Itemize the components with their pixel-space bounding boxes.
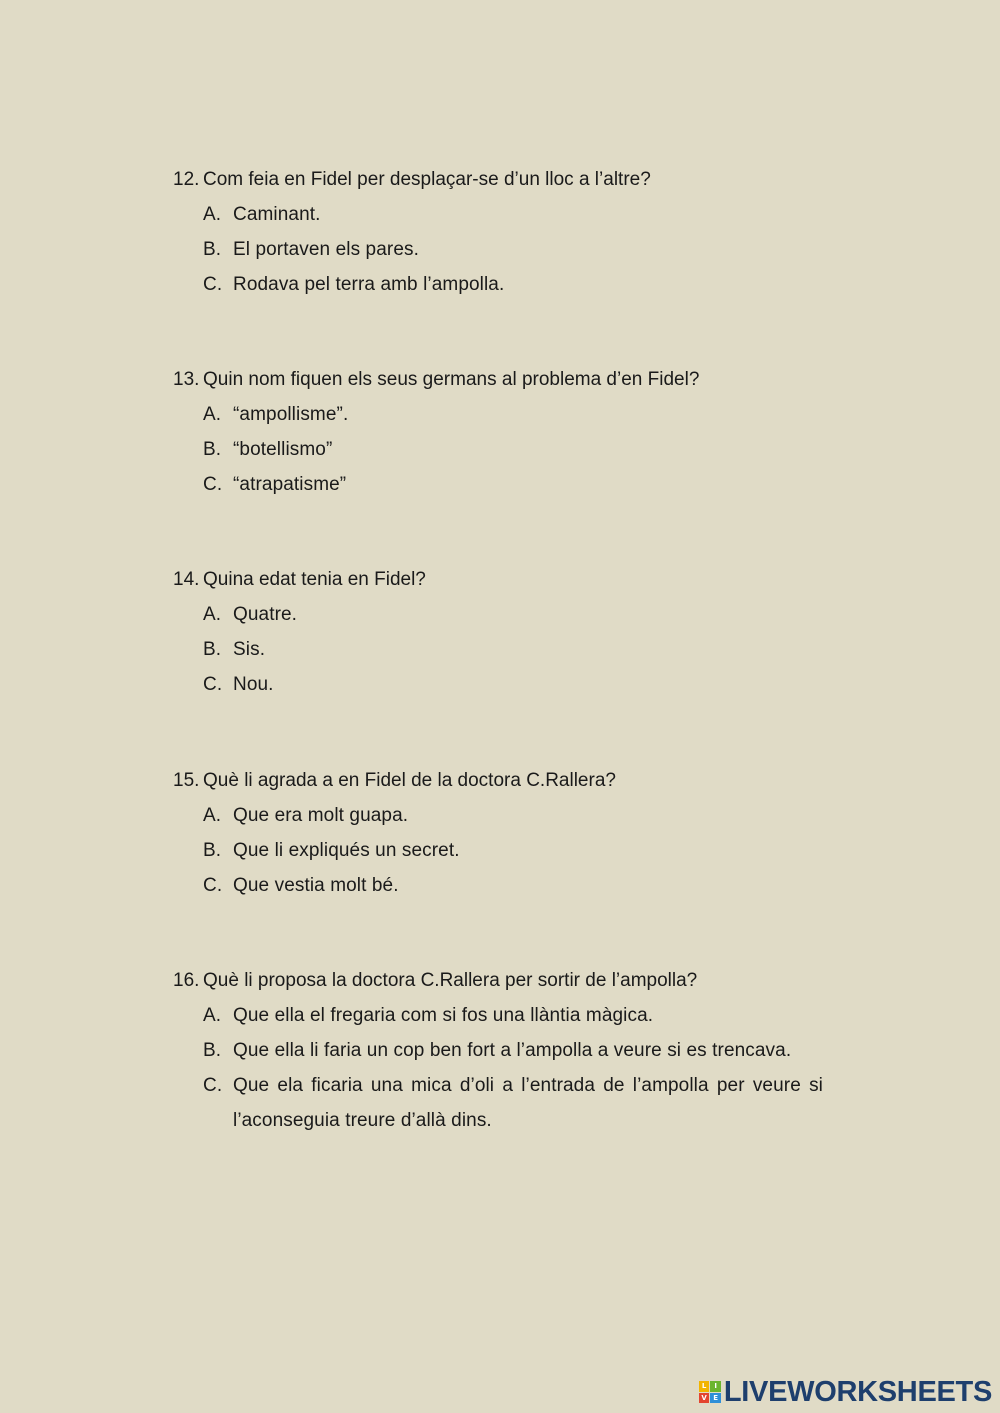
option-text: “atrapatisme” xyxy=(233,474,347,495)
question-number: 13. xyxy=(173,369,200,390)
option-a[interactable] xyxy=(203,397,873,432)
logo-cell-e: E xyxy=(710,1393,721,1404)
logo-grid-icon xyxy=(699,1381,721,1403)
option-a[interactable] xyxy=(203,998,873,1033)
logo-text: LIVEWORKSHEETS xyxy=(723,1375,992,1408)
option-text: Nou. xyxy=(233,674,274,695)
question-number: 14. xyxy=(173,569,200,590)
option-letter: B. xyxy=(203,439,222,460)
question-text: Com feia en Fidel per desplaçar-se d’un lloc a l’altre? xyxy=(203,169,651,190)
option-c[interactable] xyxy=(203,1068,873,1138)
option-letter: C. xyxy=(203,274,223,295)
option-letter: A. xyxy=(203,404,222,425)
option-text: Que ella el fregaria com si fos una llàntia màgica. xyxy=(233,1005,654,1026)
question-title xyxy=(173,963,873,998)
option-text: Que era molt guapa. xyxy=(233,805,409,826)
question-title xyxy=(173,362,873,397)
option-text: “ampollisme”. xyxy=(233,404,349,425)
question-number: 16. xyxy=(173,970,200,991)
option-b[interactable] xyxy=(203,432,873,467)
question-text: Quin nom fiquen els seus germans al problema d’en Fidel? xyxy=(203,369,700,390)
option-letter: B. xyxy=(203,1040,222,1061)
option-c[interactable] xyxy=(203,467,873,502)
option-b[interactable] xyxy=(203,632,873,667)
option-letter: B. xyxy=(203,639,222,660)
question-text: Què li proposa la doctora C.Rallera per sortir de l’ampolla? xyxy=(203,970,698,991)
option-letter: C. xyxy=(203,474,223,495)
question-title xyxy=(173,763,873,798)
question-12 xyxy=(173,162,873,302)
logo-cell-v: V xyxy=(699,1393,710,1404)
logo-cell-i: I xyxy=(710,1381,721,1392)
question-number: 15. xyxy=(173,770,200,791)
option-c[interactable] xyxy=(203,667,873,702)
option-b[interactable] xyxy=(203,232,873,267)
option-letter: C. xyxy=(203,875,223,896)
option-letter: C. xyxy=(203,674,223,695)
question-text: Quina edat tenia en Fidel? xyxy=(203,569,426,590)
option-text: “botellismo” xyxy=(233,439,333,460)
option-a[interactable] xyxy=(203,597,873,632)
question-title xyxy=(173,162,873,197)
question-13 xyxy=(173,362,873,502)
question-number: 12. xyxy=(173,169,200,190)
option-letter: A. xyxy=(203,1005,222,1026)
option-text: Que ella li faria un cop ben fort a l’ampolla a veure si es trencava. xyxy=(233,1040,792,1061)
option-c[interactable] xyxy=(203,267,873,302)
question-16 xyxy=(173,963,873,1138)
option-c[interactable] xyxy=(203,868,873,903)
option-text: Caminant. xyxy=(233,204,321,225)
option-text: El portaven els pares. xyxy=(233,239,419,260)
option-b[interactable] xyxy=(203,833,873,868)
option-letter: A. xyxy=(203,805,222,826)
option-text: Rodava pel terra amb l’ampolla. xyxy=(233,274,505,295)
question-text: Què li agrada a en Fidel de la doctora C.Rallera? xyxy=(203,770,616,791)
question-14 xyxy=(173,562,873,702)
option-letter: B. xyxy=(203,840,222,861)
option-a[interactable] xyxy=(203,798,873,833)
option-letter: A. xyxy=(203,204,222,225)
option-text: Sis. xyxy=(233,639,266,660)
option-text: Que ela ficaria una mica d’oli a l’entrada de l’ampolla per veure si l’aconseguia treure d’allà dins. xyxy=(233,1075,823,1131)
option-text: Que li expliqués un secret. xyxy=(233,840,460,861)
logo-cell-l: L xyxy=(699,1381,710,1392)
question-title xyxy=(173,562,873,597)
option-letter: B. xyxy=(203,239,222,260)
option-a[interactable] xyxy=(203,197,873,232)
option-letter: A. xyxy=(203,604,222,625)
liveworksheets-logo[interactable] xyxy=(699,1377,992,1407)
option-text: Que vestia molt bé. xyxy=(233,875,399,896)
option-b[interactable] xyxy=(203,1033,873,1068)
question-15 xyxy=(173,763,873,903)
option-text: Quatre. xyxy=(233,604,298,625)
option-letter: C. xyxy=(203,1075,223,1096)
